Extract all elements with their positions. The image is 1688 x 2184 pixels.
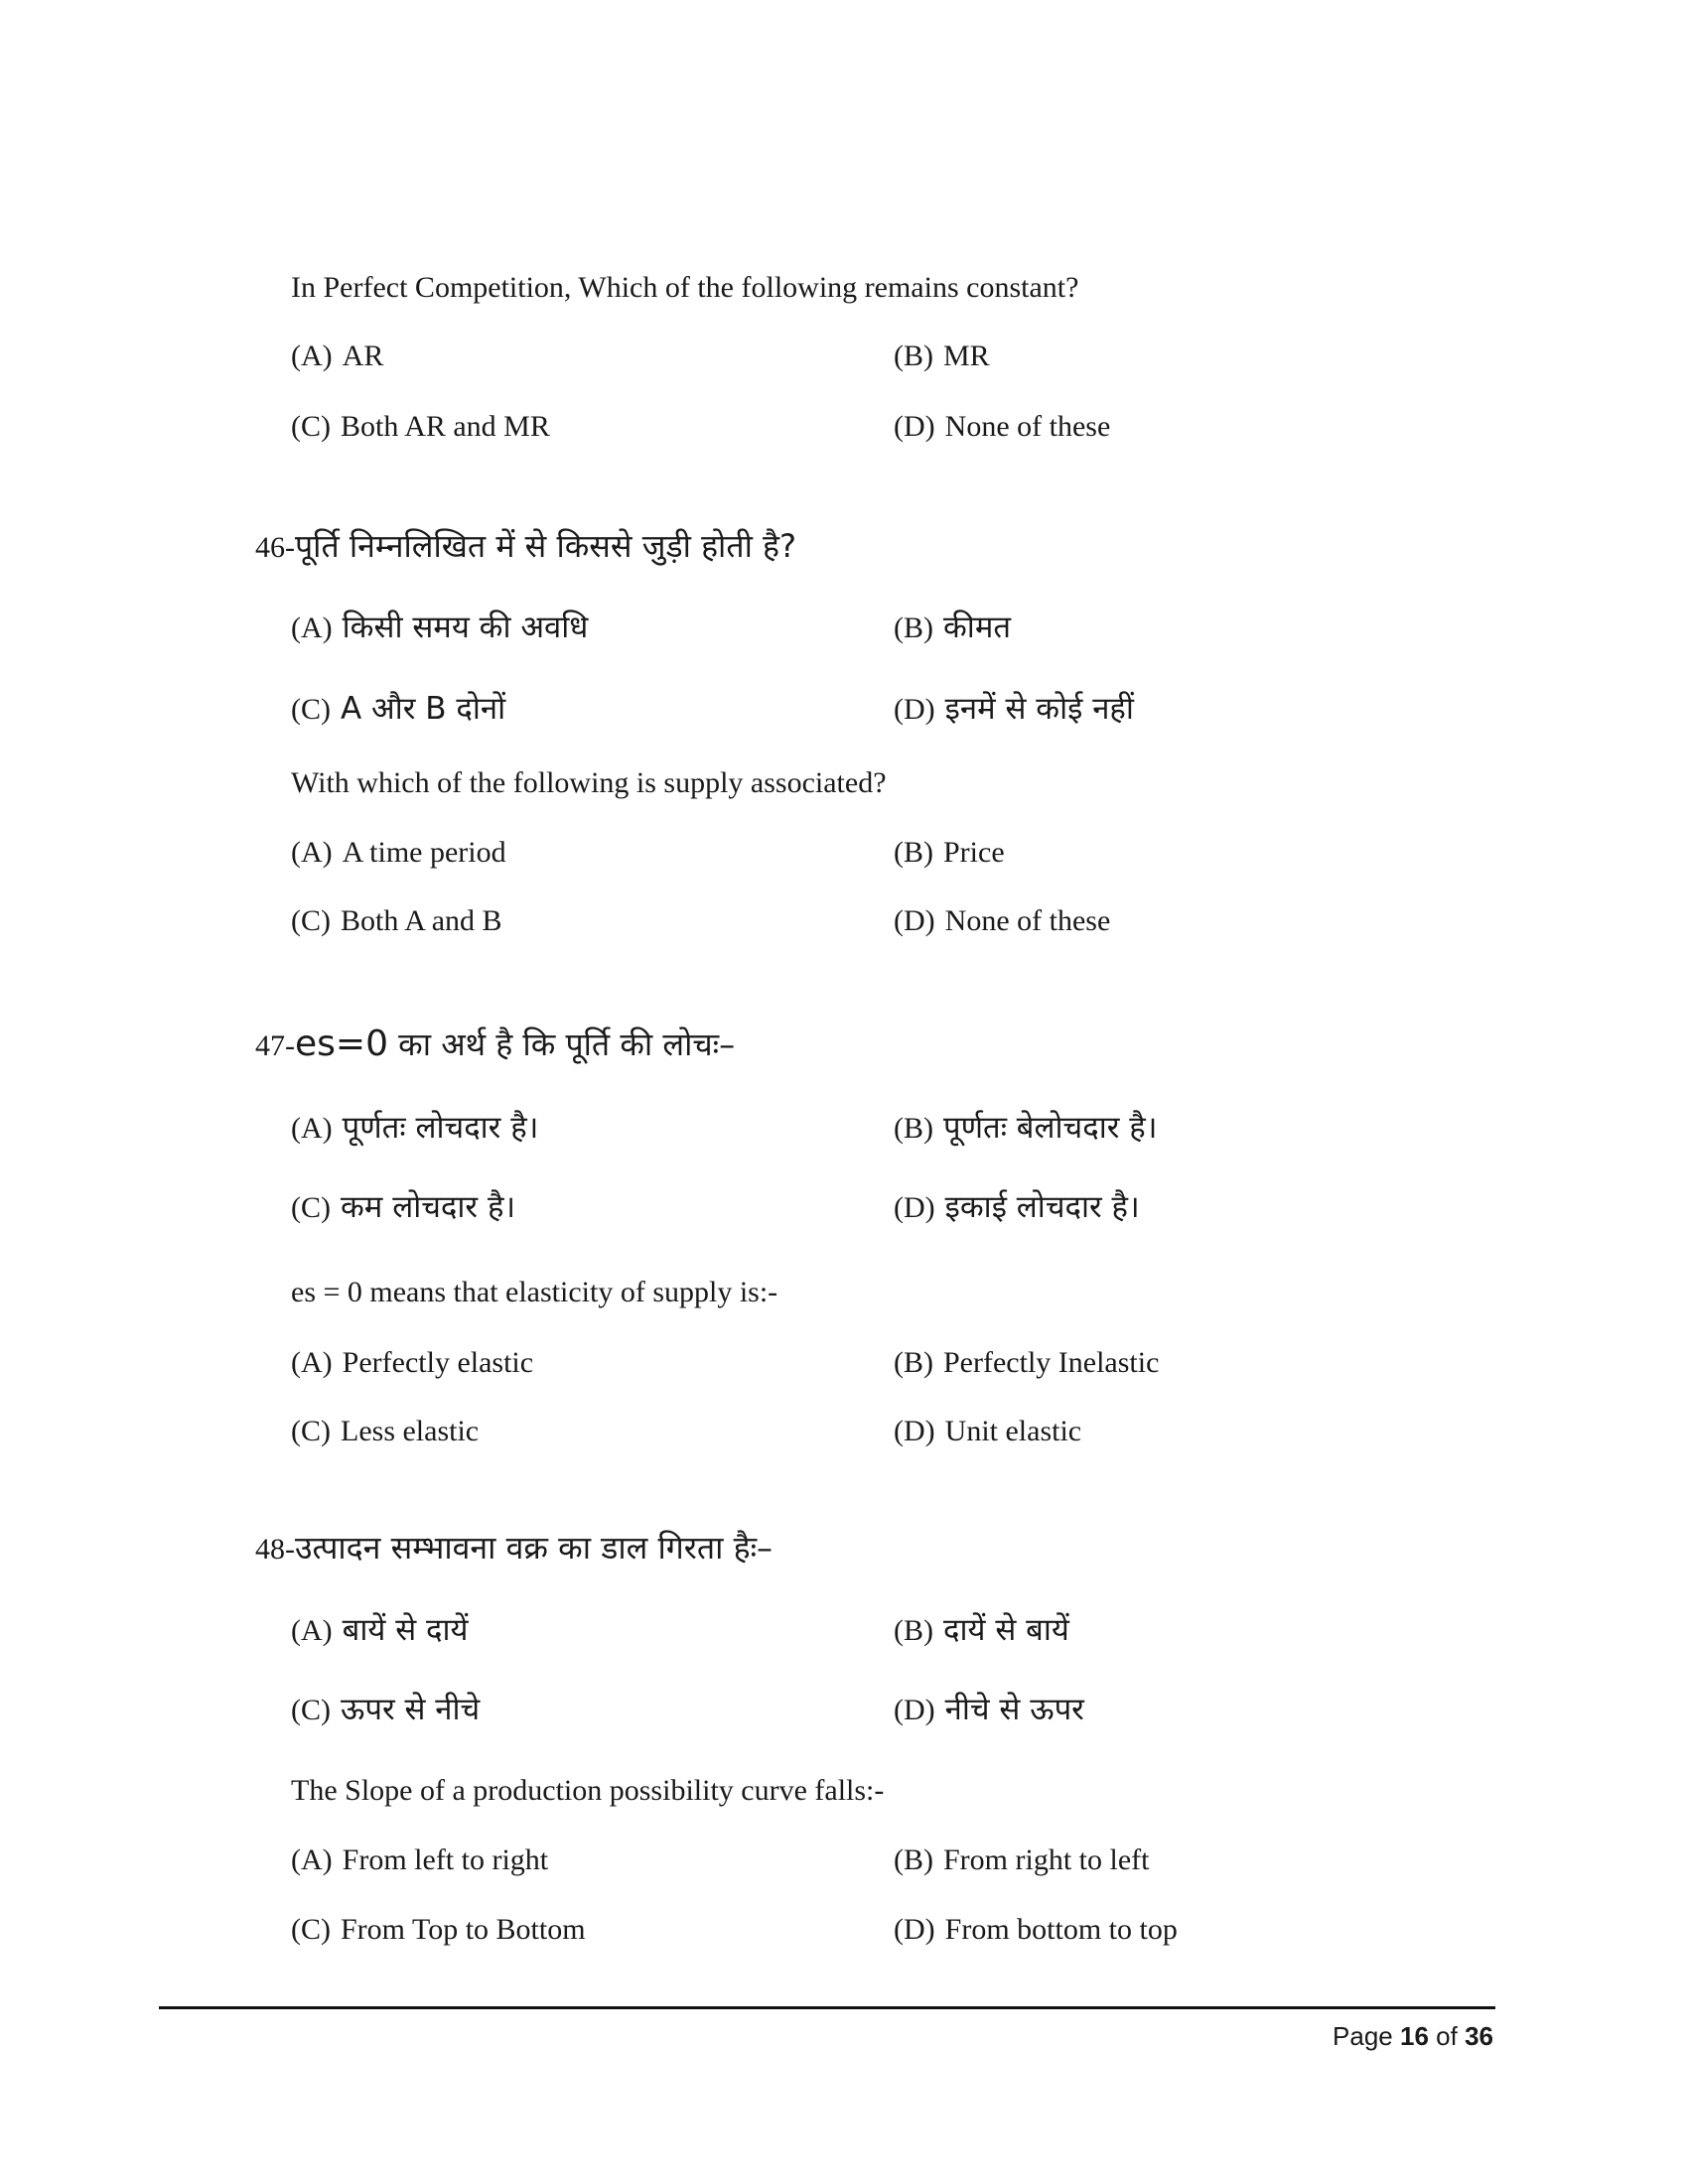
q46-english-option-c: (C) Both A and B	[291, 904, 502, 937]
q45-option-c: (C) Both AR and MR	[291, 410, 550, 443]
q45-english-question: In Perfect Competition, Which of the following remains constant?	[291, 271, 1079, 304]
q45-option-d: (D) None of these	[894, 410, 1111, 443]
q47-english-option-d: (D) Unit elastic	[894, 1415, 1082, 1447]
q45-option-b: (B) MR	[894, 340, 990, 372]
q47-hindi-option-c: (C) कम लोचदार है।	[291, 1189, 516, 1225]
q48-hindi-question: 48-उत्पादन सम्भावना वक्र का डाल गिरता हैः–	[255, 1529, 774, 1567]
q48-english-question: The Slope of a production possibility curve falls:-	[291, 1774, 885, 1807]
q47-english-option-a: (A) Perfectly elastic	[291, 1346, 534, 1379]
q47-hindi-option-b: (B) पूर्णतः बेलोचदार है।	[894, 1110, 1158, 1146]
q47-hindi-question: 47-es=0 का अर्थ है कि पूर्ति की लोचः–	[255, 1024, 736, 1064]
q47-english-question: es = 0 means that elasticity of supply is:-	[291, 1276, 778, 1308]
q45-option-a: (A) AR	[291, 340, 384, 372]
q47-english-option-b: (B) Perfectly Inelastic	[894, 1346, 1160, 1379]
q46-number: 46-	[255, 531, 295, 564]
q48-hindi-option-d: (D) नीचे से ऊपर	[894, 1692, 1084, 1727]
q48-hindi-option-b: (B) दायें से बायें	[894, 1612, 1069, 1648]
q47-hindi-option-a: (A) पूर्णतः लोचदार है।	[291, 1110, 539, 1146]
q46-english-question: With which of the following is supply associated?	[291, 766, 887, 799]
q46-hindi-option-c: (C) A और B दोनों	[291, 691, 506, 727]
footer-rule	[159, 2006, 1495, 2009]
q48-number: 48-	[255, 1533, 295, 1566]
q46-hindi-option-d: (D) इनमें से कोई नहीं	[894, 691, 1134, 727]
q48-hindi-option-c: (C) ऊपर से नीचे	[291, 1692, 481, 1727]
page-number: Page 16 of 36	[1333, 2021, 1493, 2051]
q48-english-option-a: (A) From left to right	[291, 1843, 549, 1876]
q46-english-option-d: (D) None of these	[894, 904, 1111, 937]
q47-english-option-c: (C) Less elastic	[291, 1415, 480, 1447]
q46-hindi-option-a: (A) किसी समय की अवधि	[291, 610, 589, 645]
q48-english-option-b: (B) From right to left	[894, 1843, 1150, 1876]
q47-number: 47-	[255, 1029, 295, 1062]
q46-hindi-option-b: (B) कीमत	[894, 610, 1012, 645]
q48-english-option-d: (D) From bottom to top	[894, 1913, 1178, 1946]
q46-english-option-b: (B) Price	[894, 836, 1005, 869]
q48-hindi-option-a: (A) बायें से दायें	[291, 1612, 469, 1648]
q46-english-option-a: (A) A time period	[291, 836, 506, 869]
q46-hindi-question: 46-पूर्ति निम्नलिखित में से किससे जुड़ी होती है?	[255, 527, 797, 565]
q48-english-option-c: (C) From Top to Bottom	[291, 1913, 586, 1946]
q47-hindi-option-d: (D) इकाई लोचदार है।	[894, 1189, 1140, 1225]
q47-es-expression: es=0	[295, 1024, 388, 1064]
